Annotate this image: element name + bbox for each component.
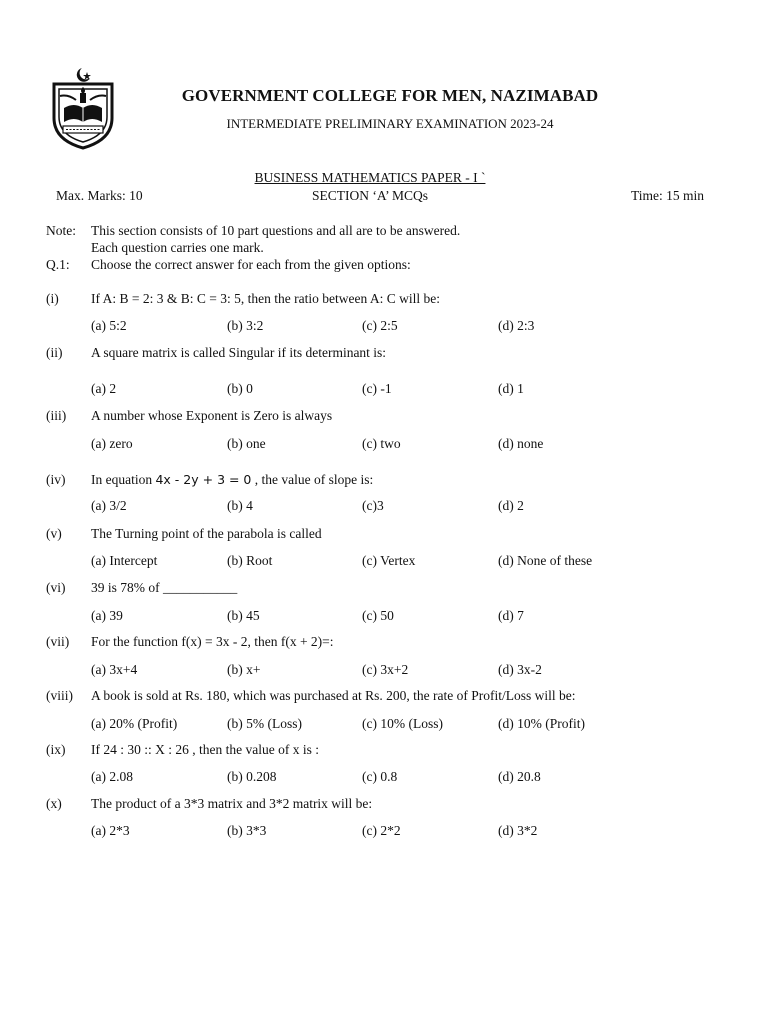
question-number: (ii) xyxy=(46,345,63,360)
option-a: (a) Intercept xyxy=(91,553,158,568)
question-number: (v) xyxy=(46,526,62,541)
option-b: (b) 3:2 xyxy=(227,318,264,333)
question-text: A book is sold at Rs. 180, which was purchased at Rs. 200, the rate of Profit/Loss will be: xyxy=(91,688,576,703)
q1-instruction: Choose the correct answer for each from the given options: xyxy=(91,257,411,272)
option-d: (d) 2:3 xyxy=(498,318,535,333)
option-a: (a) 39 xyxy=(91,608,123,623)
question-text: If 24 : 30 :: X : 26 , then the value of x is : xyxy=(91,742,319,757)
option-d: (d) 3x-2 xyxy=(498,662,542,677)
option-d: (d) 10% (Profit) xyxy=(498,716,585,731)
question-number: (vii) xyxy=(46,634,70,649)
option-a: (a) 3/2 xyxy=(91,498,127,513)
option-d: (d) 2 xyxy=(498,498,524,513)
option-b: (b) 4 xyxy=(227,498,253,513)
option-b: (b) 45 xyxy=(227,608,260,623)
option-b: (b) one xyxy=(227,436,266,451)
option-c: (c) Vertex xyxy=(362,553,416,568)
option-a: (a) 5:2 xyxy=(91,318,127,333)
question-text: For the function f(x) = 3x - 2, then f(x + 2)=: xyxy=(91,634,334,649)
option-c: (c) 2*2 xyxy=(362,823,401,838)
note-line-2: Each question carries one mark. xyxy=(91,240,264,255)
option-d: (d) none xyxy=(498,436,544,451)
option-b: (b) 3*3 xyxy=(227,823,267,838)
option-d: (d) 3*2 xyxy=(498,823,538,838)
question-text: In equation 4x - 2y + 3 = 0 , the value of slope is: xyxy=(91,472,374,487)
option-c: (c)3 xyxy=(362,498,384,513)
option-c: (c) 2:5 xyxy=(362,318,398,333)
question-number: (vi) xyxy=(46,580,66,595)
option-a: (a) 2 xyxy=(91,381,117,396)
question-number: (viii) xyxy=(46,688,73,703)
question-number: (ix) xyxy=(46,742,66,757)
question-text: A square matrix is called Singular if its determinant is: xyxy=(91,345,387,360)
college-name: GOVERNMENT COLLEGE FOR MEN, NAZIMABAD xyxy=(181,86,599,105)
exam-title: INTERMEDIATE PRELIMINARY EXAMINATION 2023-24 xyxy=(226,116,554,131)
option-d: (d) None of these xyxy=(498,553,593,568)
option-d: (d) 20.8 xyxy=(498,769,541,784)
max-marks: Max. Marks: 10 xyxy=(56,188,143,203)
question-number: (iii) xyxy=(46,408,67,423)
time-limit: Time: 15 min xyxy=(630,188,704,203)
question-text: The product of a 3*3 matrix and 3*2 matrix will be: xyxy=(91,796,373,811)
section-title: SECTION ‘A’ MCQs xyxy=(311,188,428,203)
option-c: (c) 3x+2 xyxy=(362,662,409,677)
option-a: (a) 3x+4 xyxy=(91,662,138,677)
option-b: (b) 0 xyxy=(227,381,253,396)
option-b: (b) 0.208 xyxy=(227,769,277,784)
equation: 4x - 2y + 3 = 0 xyxy=(155,472,252,487)
question-number: (i) xyxy=(46,291,59,306)
option-b: (b) 5% (Loss) xyxy=(227,716,302,731)
option-d: (d) 7 xyxy=(498,608,524,623)
question-number: (iv) xyxy=(46,472,66,487)
question-text: A number whose Exponent is Zero is always xyxy=(91,408,333,423)
option-c: (c) two xyxy=(362,436,401,451)
option-d: (d) 1 xyxy=(498,381,524,396)
paper-title: BUSINESS MATHEMATICS PAPER - I ` xyxy=(254,170,486,185)
college-crest-logo xyxy=(46,66,120,150)
option-a: (a) 2.08 xyxy=(91,769,133,784)
note-line-1: This section consists of 10 part questions and all are to be answered. xyxy=(91,223,461,238)
question-text: If A: B = 2: 3 & B: C = 3: 5, then the ratio between A: C will be: xyxy=(91,291,440,306)
option-c: (c) 50 xyxy=(362,608,394,623)
question-number: (x) xyxy=(46,796,62,811)
option-a: (a) 2*3 xyxy=(91,823,130,838)
q1-label: Q.1: xyxy=(46,257,70,272)
option-c: (c) -1 xyxy=(362,381,392,396)
note-label: Note: xyxy=(46,223,76,238)
option-b: (b) x+ xyxy=(227,662,261,677)
option-c: (c) 10% (Loss) xyxy=(362,716,443,731)
option-a: (a) zero xyxy=(91,436,133,451)
option-c: (c) 0.8 xyxy=(362,769,398,784)
question-text: The Turning point of the parabola is called xyxy=(91,526,322,541)
option-b: (b) Root xyxy=(227,553,273,568)
option-a: (a) 20% (Profit) xyxy=(91,716,178,731)
question-text: 39 is 78% of ___________ xyxy=(91,580,238,595)
